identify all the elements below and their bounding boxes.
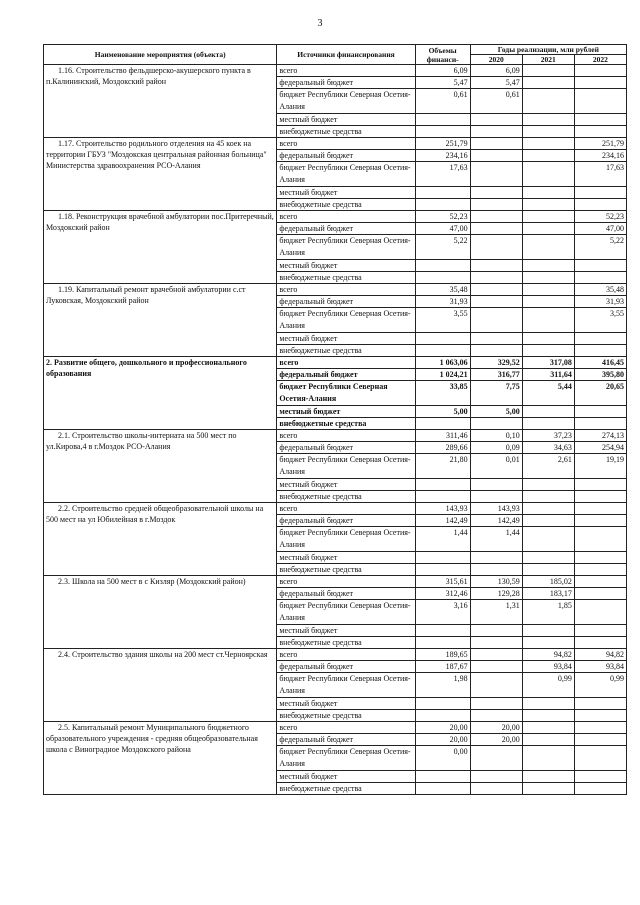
- funding-source: всего: [277, 138, 415, 150]
- measure-name-text: 1.16. Строительство фельдшерско-акушерского пункта в п.Калининский, Моздокский район: [46, 66, 251, 86]
- amount-2021: [522, 211, 574, 223]
- measure-name: [44, 722, 277, 795]
- amount-2021: [522, 734, 574, 746]
- amount-total: 315,61: [415, 576, 470, 588]
- funding-source: бюджет Республики Северная Осетия-Алания: [277, 600, 415, 625]
- amount-2022: [574, 187, 626, 199]
- amount-2020: [470, 661, 522, 673]
- amount-2021: 317,08: [522, 357, 574, 369]
- amount-total: 17,63: [415, 162, 470, 187]
- amount-2022: 47,00: [574, 223, 626, 235]
- amount-2021: [522, 491, 574, 503]
- amount-2020: 6,09: [470, 65, 522, 77]
- amount-2022: [574, 698, 626, 710]
- funding-source: федеральный бюджет: [277, 296, 415, 308]
- funding-source: бюджет Республики Северная Осетия-Алания: [277, 89, 415, 114]
- measure-name: [44, 211, 277, 284]
- amount-2021: [522, 418, 574, 430]
- header-year-2021: 2021: [522, 55, 574, 65]
- amount-2021: 94,82: [522, 649, 574, 661]
- amount-total: 20,00: [415, 734, 470, 746]
- measure-name: [44, 503, 277, 576]
- amount-total: [415, 771, 470, 783]
- amount-total: [415, 491, 470, 503]
- amount-2021: 34,63: [522, 442, 574, 454]
- amount-2022: [574, 65, 626, 77]
- funding-source: бюджет Республики Северная Осетия-Алания: [277, 454, 415, 479]
- amount-total: [415, 272, 470, 284]
- amount-total: [415, 260, 470, 272]
- amount-2021: 183,17: [522, 588, 574, 600]
- amount-2022: [574, 491, 626, 503]
- amount-2020: [470, 235, 522, 260]
- measure-name-text: 2.1. Строительство школы-интерната на 500 мест по ул.Кирова,4 в г.Моздок РСО-Алания: [46, 431, 237, 451]
- funding-source: бюджет Республики Северная Осетия-Алания: [277, 162, 415, 187]
- amount-2021: [522, 223, 574, 235]
- amount-2020: [470, 114, 522, 126]
- measure-name: [44, 65, 277, 138]
- amount-total: 5,47: [415, 77, 470, 89]
- amount-total: [415, 710, 470, 722]
- amount-2022: [574, 527, 626, 552]
- amount-total: 35,48: [415, 284, 470, 296]
- amount-2022: 3,55: [574, 308, 626, 333]
- funding-source: внебюджетные средства: [277, 418, 415, 430]
- amount-total: [415, 479, 470, 491]
- amount-2022: [574, 746, 626, 771]
- amount-2021: [522, 126, 574, 138]
- amount-2022: 395,80: [574, 369, 626, 381]
- amount-2021: [522, 345, 574, 357]
- funding-source: внебюджетные средства: [277, 126, 415, 138]
- amount-total: 33,85: [415, 381, 470, 406]
- amount-2021: 37,23: [522, 430, 574, 442]
- funding-source: внебюджетные средства: [277, 710, 415, 722]
- funding-source: всего: [277, 65, 415, 77]
- amount-2021: [522, 235, 574, 260]
- funding-source: местный бюджет: [277, 406, 415, 418]
- amount-2021: 185,02: [522, 576, 574, 588]
- amount-2021: [522, 333, 574, 345]
- header-years: Годы реализации, млн рублей: [470, 45, 626, 55]
- amount-2020: [470, 211, 522, 223]
- amount-2020: [470, 746, 522, 771]
- table-row: [44, 211, 627, 223]
- amount-total: 1 063,06: [415, 357, 470, 369]
- header-year-2020: 2020: [470, 55, 522, 65]
- amount-2021: 0,99: [522, 673, 574, 698]
- amount-2021: [522, 479, 574, 491]
- funding-source: местный бюджет: [277, 625, 415, 637]
- funding-source: всего: [277, 722, 415, 734]
- amount-2020: 20,00: [470, 722, 522, 734]
- amount-2021: [522, 771, 574, 783]
- amount-2020: [470, 272, 522, 284]
- measure-name-text: 2.2. Строительство средней общеобразовательной школы на 500 мест на ул Юбилейная в г.Моздок: [46, 504, 264, 524]
- amount-2022: [574, 345, 626, 357]
- funding-source: федеральный бюджет: [277, 442, 415, 454]
- funding-source: всего: [277, 576, 415, 588]
- measure-name: [44, 576, 277, 649]
- header-year-2022: 2022: [574, 55, 626, 65]
- amount-2021: [522, 138, 574, 150]
- amount-total: 142,49: [415, 515, 470, 527]
- amount-total: 1 024,21: [415, 369, 470, 381]
- amount-total: 3,16: [415, 600, 470, 625]
- amount-total: 312,46: [415, 588, 470, 600]
- amount-total: 5,22: [415, 235, 470, 260]
- amount-2020: [470, 479, 522, 491]
- amount-2020: 0,09: [470, 442, 522, 454]
- amount-2020: 7,75: [470, 381, 522, 406]
- amount-total: [415, 552, 470, 564]
- table-row: [44, 722, 627, 734]
- amount-2021: 5,44: [522, 381, 574, 406]
- amount-2022: [574, 552, 626, 564]
- amount-total: 52,23: [415, 211, 470, 223]
- amount-2022: [574, 89, 626, 114]
- measure-name-text: 1.18. Реконструкция врачебной амбулатории пос.Притеречный, Моздокский район: [46, 212, 274, 232]
- amount-2020: [470, 552, 522, 564]
- amount-2020: 142,49: [470, 515, 522, 527]
- amount-2020: 0,61: [470, 89, 522, 114]
- amount-total: 289,66: [415, 442, 470, 454]
- table-row: [44, 649, 627, 661]
- amount-2021: [522, 260, 574, 272]
- amount-2021: [522, 65, 574, 77]
- amount-total: 187,67: [415, 661, 470, 673]
- funding-source: всего: [277, 211, 415, 223]
- amount-2022: [574, 272, 626, 284]
- amount-2020: [470, 710, 522, 722]
- amount-total: 189,65: [415, 649, 470, 661]
- amount-2020: [470, 284, 522, 296]
- table-row: [44, 138, 627, 150]
- funding-source: бюджет Республики Северная Осетия-Алания: [277, 527, 415, 552]
- amount-2020: [470, 673, 522, 698]
- funding-source: бюджет Республики Северная Осетия-Алания: [277, 381, 415, 406]
- amount-2022: 94,82: [574, 649, 626, 661]
- amount-2022: [574, 77, 626, 89]
- amount-2022: 416,45: [574, 357, 626, 369]
- amount-total: 1,98: [415, 673, 470, 698]
- amount-2020: 130,59: [470, 576, 522, 588]
- amount-total: 1,44: [415, 527, 470, 552]
- amount-2020: 5,00: [470, 406, 522, 418]
- amount-2021: [522, 503, 574, 515]
- measure-name-text: 1.17. Строительство родильного отделения на 45 коек на территории ГБУЗ "Моздокская центральная районная больница" Министерства здравоохранения РСО-Алания: [46, 139, 267, 170]
- table-row: [44, 430, 627, 442]
- amount-2020: 0,10: [470, 430, 522, 442]
- funding-source: местный бюджет: [277, 771, 415, 783]
- amount-2021: 2,61: [522, 454, 574, 479]
- amount-total: 6,09: [415, 65, 470, 77]
- table-row: [44, 284, 627, 296]
- amount-2022: [574, 114, 626, 126]
- amount-2021: [522, 783, 574, 795]
- amount-2021: [522, 272, 574, 284]
- amount-2021: [522, 564, 574, 576]
- amount-2022: [574, 734, 626, 746]
- funding-source: бюджет Республики Северная Осетия-Алания: [277, 308, 415, 333]
- amount-2022: [574, 503, 626, 515]
- amount-2021: [522, 89, 574, 114]
- amount-2021: 311,64: [522, 369, 574, 381]
- amount-2020: [470, 649, 522, 661]
- funding-source: федеральный бюджет: [277, 734, 415, 746]
- amount-2022: 20,65: [574, 381, 626, 406]
- funding-source: всего: [277, 284, 415, 296]
- amount-2021: [522, 296, 574, 308]
- measure-name-text: 1.19. Капитальный ремонт врачебной амбулатории с.ст Луковская, Моздокский район: [46, 285, 246, 305]
- amount-2020: [470, 333, 522, 345]
- amount-2020: [470, 223, 522, 235]
- amount-2022: 35,48: [574, 284, 626, 296]
- amount-2020: [470, 491, 522, 503]
- amount-total: 311,46: [415, 430, 470, 442]
- header-total: Объемы финанси-: [415, 45, 470, 65]
- amount-2022: [574, 515, 626, 527]
- measure-name: [44, 138, 277, 211]
- amount-2021: [522, 698, 574, 710]
- funding-source: внебюджетные средства: [277, 345, 415, 357]
- funding-source: федеральный бюджет: [277, 150, 415, 162]
- amount-2021: [522, 162, 574, 187]
- amount-2020: 316,77: [470, 369, 522, 381]
- measure-name-text: 2.5. Капитальный ремонт Муниципального бюджетного образовательного учреждения - средняя общеобразовательная школа с Виноградное Моздокского района: [46, 723, 258, 754]
- amount-2022: 52,23: [574, 211, 626, 223]
- amount-total: [415, 187, 470, 199]
- funding-source: бюджет Республики Северная Осетия-Алания: [277, 673, 415, 698]
- funding-source: местный бюджет: [277, 114, 415, 126]
- amount-2020: [470, 308, 522, 333]
- table-row: [44, 357, 627, 369]
- amount-2021: 93,84: [522, 661, 574, 673]
- amount-total: 3,55: [415, 308, 470, 333]
- amount-2022: 0,99: [574, 673, 626, 698]
- amount-2022: 274,13: [574, 430, 626, 442]
- funding-source: местный бюджет: [277, 552, 415, 564]
- amount-total: [415, 637, 470, 649]
- amount-total: [415, 564, 470, 576]
- amount-2022: [574, 625, 626, 637]
- amount-2020: 143,93: [470, 503, 522, 515]
- amount-2022: [574, 576, 626, 588]
- amount-2020: [470, 187, 522, 199]
- table-row: [44, 576, 627, 588]
- amount-2021: [522, 114, 574, 126]
- table-row: [44, 503, 627, 515]
- amount-2020: [470, 296, 522, 308]
- amount-total: 47,00: [415, 223, 470, 235]
- amount-2021: [522, 710, 574, 722]
- amount-2020: 20,00: [470, 734, 522, 746]
- amount-2022: 17,63: [574, 162, 626, 187]
- amount-total: 143,93: [415, 503, 470, 515]
- amount-2020: 129,28: [470, 588, 522, 600]
- amount-2022: 5,22: [574, 235, 626, 260]
- amount-2022: [574, 588, 626, 600]
- measure-name-text: 2.4. Строительство здания школы на 200 мест ст.Черноярская: [58, 650, 268, 659]
- amount-2021: [522, 406, 574, 418]
- amount-2022: 19,19: [574, 454, 626, 479]
- amount-2021: [522, 552, 574, 564]
- funding-source: федеральный бюджет: [277, 369, 415, 381]
- amount-total: [415, 698, 470, 710]
- amount-2020: 1,31: [470, 600, 522, 625]
- amount-total: 5,00: [415, 406, 470, 418]
- amount-total: 0,00: [415, 746, 470, 771]
- amount-2022: [574, 406, 626, 418]
- funding-source: всего: [277, 357, 415, 369]
- amount-total: 20,00: [415, 722, 470, 734]
- funding-source: внебюджетные средства: [277, 272, 415, 284]
- funding-source: всего: [277, 430, 415, 442]
- funding-source: федеральный бюджет: [277, 223, 415, 235]
- funding-source: местный бюджет: [277, 333, 415, 345]
- amount-2020: [470, 138, 522, 150]
- funding-source: всего: [277, 649, 415, 661]
- amount-2022: [574, 479, 626, 491]
- amount-total: [415, 418, 470, 430]
- amount-2022: [574, 199, 626, 211]
- amount-2021: [522, 187, 574, 199]
- amount-total: [415, 345, 470, 357]
- amount-2021: [522, 199, 574, 211]
- amount-2020: [470, 150, 522, 162]
- amount-2022: [574, 722, 626, 734]
- amount-2020: [470, 783, 522, 795]
- amount-2021: [522, 77, 574, 89]
- amount-2022: [574, 333, 626, 345]
- funding-source: внебюджетные средства: [277, 637, 415, 649]
- funding-source: бюджет Республики Северная Осетия-Алания: [277, 235, 415, 260]
- measure-name: [44, 649, 277, 722]
- amount-2022: 234,16: [574, 150, 626, 162]
- amount-total: 251,79: [415, 138, 470, 150]
- funding-source: федеральный бюджет: [277, 77, 415, 89]
- funding-source: внебюджетные средства: [277, 564, 415, 576]
- amount-2020: [470, 199, 522, 211]
- amount-2020: [470, 260, 522, 272]
- funding-source: внебюджетные средства: [277, 199, 415, 211]
- amount-total: [415, 333, 470, 345]
- amount-2020: [470, 162, 522, 187]
- amount-2020: [470, 625, 522, 637]
- amount-2022: [574, 710, 626, 722]
- amount-2022: 93,84: [574, 661, 626, 673]
- funding-source: всего: [277, 503, 415, 515]
- amount-2022: [574, 637, 626, 649]
- amount-2020: 5,47: [470, 77, 522, 89]
- amount-2022: 251,79: [574, 138, 626, 150]
- measure-name-text: 2.3. Школа на 500 мест в с Кизляр (Моздокский район): [58, 577, 246, 586]
- amount-2022: 254,94: [574, 442, 626, 454]
- measure-name: [44, 357, 277, 430]
- amount-2022: [574, 126, 626, 138]
- amount-2021: 1,85: [522, 600, 574, 625]
- measure-name-text: 2. Развитие общего, дошкольного и профессионального образования: [46, 358, 247, 378]
- funding-source: бюджет Республики Северная Осетия-Алания: [277, 746, 415, 771]
- header-name: Наименование мероприятия (объекта): [44, 45, 277, 65]
- measure-name: [44, 430, 277, 503]
- amount-2020: [470, 418, 522, 430]
- funding-source: местный бюджет: [277, 479, 415, 491]
- amount-2022: [574, 783, 626, 795]
- amount-2022: [574, 771, 626, 783]
- amount-2021: [522, 746, 574, 771]
- funding-source: федеральный бюджет: [277, 515, 415, 527]
- table-body: [44, 65, 627, 795]
- amount-total: [415, 114, 470, 126]
- funding-source: внебюджетные средства: [277, 783, 415, 795]
- amount-total: [415, 199, 470, 211]
- amount-2022: [574, 260, 626, 272]
- amount-total: 0,61: [415, 89, 470, 114]
- funding-source: внебюджетные средства: [277, 491, 415, 503]
- amount-2020: 0,01: [470, 454, 522, 479]
- funding-source: федеральный бюджет: [277, 588, 415, 600]
- amount-2022: 31,93: [574, 296, 626, 308]
- funding-source: федеральный бюджет: [277, 661, 415, 673]
- amount-2021: [522, 722, 574, 734]
- funding-source: местный бюджет: [277, 698, 415, 710]
- amount-total: 31,93: [415, 296, 470, 308]
- amount-2021: [522, 150, 574, 162]
- financing-table: [43, 44, 627, 795]
- amount-2020: [470, 637, 522, 649]
- amount-2021: [522, 527, 574, 552]
- amount-2021: [522, 515, 574, 527]
- header-source: Источники финансирования: [277, 45, 415, 65]
- measure-name: [44, 284, 277, 357]
- amount-2021: [522, 308, 574, 333]
- amount-2020: [470, 345, 522, 357]
- amount-2022: [574, 418, 626, 430]
- funding-source: местный бюджет: [277, 260, 415, 272]
- page-number: 3: [317, 18, 323, 29]
- funding-source: местный бюджет: [277, 187, 415, 199]
- amount-2020: [470, 564, 522, 576]
- amount-2020: [470, 126, 522, 138]
- amount-2020: [470, 698, 522, 710]
- amount-total: [415, 625, 470, 637]
- amount-2021: [522, 625, 574, 637]
- amount-total: [415, 783, 470, 795]
- amount-2020: 329,52: [470, 357, 522, 369]
- amount-2022: [574, 600, 626, 625]
- table-row: [44, 65, 627, 77]
- amount-2021: [522, 284, 574, 296]
- amount-total: 21,80: [415, 454, 470, 479]
- amount-total: [415, 126, 470, 138]
- amount-total: 234,16: [415, 150, 470, 162]
- amount-2021: [522, 637, 574, 649]
- amount-2020: 1,44: [470, 527, 522, 552]
- amount-2022: [574, 564, 626, 576]
- amount-2020: [470, 771, 522, 783]
